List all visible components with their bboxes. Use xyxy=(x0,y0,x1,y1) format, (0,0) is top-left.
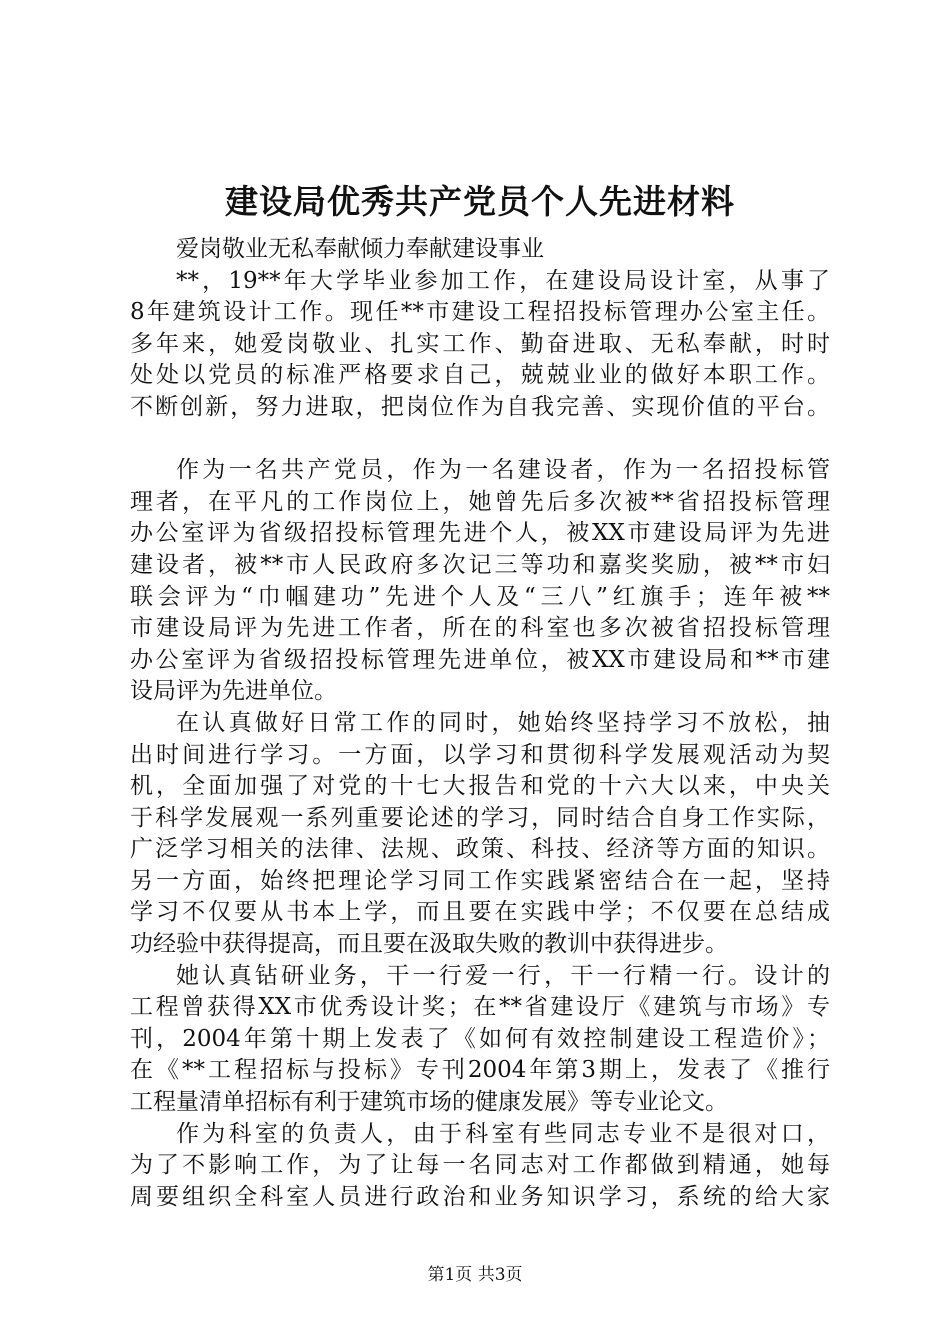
paragraph-line: 不断创新，努力进取，把岗位作为自我完善、实现价值的平台。 xyxy=(130,393,830,420)
paragraph-line: 作为一名共产党员，作为一名建设者，作为一名招投标管 xyxy=(176,457,830,484)
paragraph-line: 周要组织全科室人员进行政治和业务知识学习，系统的给大家 xyxy=(130,1183,830,1210)
paragraph-line: 学习不仅要从书本上学，而且要在实践中学；不仅要在总结成 xyxy=(130,899,830,926)
paragraph-line: 办公室评为省级招投标管理先进单位，被XX市建设局和**市建 xyxy=(130,646,830,673)
paragraph-3 xyxy=(130,708,830,961)
paragraph-line: 处处以党员的标准严格要求自己，兢兢业业的做好本职工作。 xyxy=(130,362,830,389)
document-title: 建设局优秀共产党员个人先进材料 xyxy=(225,182,735,221)
paragraph-line: 机，全面加强了对党的十七大报告和党的十六大以来，中央关 xyxy=(130,773,830,800)
paragraph-line: 8年建筑设计工作。现任**市建设工程招投标管理办公室主任。 xyxy=(130,299,830,326)
paragraph-1 xyxy=(130,266,830,424)
paragraph-line: 市建设局评为先进工作者，所在的科室也多次被省招投标管理 xyxy=(130,615,830,642)
paragraph-line: 设局评为先进单位。 xyxy=(130,678,337,705)
paragraph-line: 另一方面，始终把理论学习同工作实践紧密结合在一起，坚持 xyxy=(130,867,830,894)
paragraph-line: 为了不影响工作，为了让每一名同志对工作都做到精通，她每 xyxy=(130,1152,830,1179)
paragraph-line: 她认真钻研业务，干一行爱一行，干一行精一行。设计的 xyxy=(176,962,830,989)
paragraph-line: 工程曾获得XX市优秀设计奖；在**省建设厅《建筑与市场》专 xyxy=(130,994,830,1021)
paragraph-line: 于科学发展观一系列重要论述的学习，同时结合自身工作实际， xyxy=(130,804,830,831)
paragraph-line: 建设者，被**市人民政府多次记三等功和嘉奖奖励，被**市妇 xyxy=(130,551,830,578)
paragraph-line: 多年来，她爱岗敬业、扎实工作、勤奋进取、无私奉献，时时 xyxy=(130,330,830,357)
paragraph-spacer xyxy=(130,424,830,456)
paragraph-line: 联会评为“巾帼建功”先进个人及“三八”红旗手；连年被** xyxy=(130,583,830,610)
document-page xyxy=(130,180,830,1213)
paragraph-line: 功经验中获得提高，而且要在汲取失败的教训中获得进步。 xyxy=(130,931,728,958)
paragraph-line: 工程量清单招标有利于建筑市场的健康发展》等专业论文。 xyxy=(130,1089,728,1116)
paragraph-line: **，19**年大学毕业参加工作，在建设局设计室，从事了 xyxy=(176,267,830,294)
paragraph-line: 作为科室的负责人，由于科室有些同志专业不是很对口， xyxy=(176,1120,830,1147)
paragraph-line: 刊，2004年第十期上发表了《如何有效控制建设工程造价》； xyxy=(130,1025,830,1052)
paragraph-line: 广泛学习相关的法律、法规、政策、科技、经济等方面的知识。 xyxy=(130,836,830,863)
page-footer: 第1页 共3页 xyxy=(427,1265,523,1285)
paragraph-line: 办公室评为省级招投标管理先进个人，被XX市建设局评为先进 xyxy=(130,520,830,547)
paragraph-2 xyxy=(130,455,830,708)
paragraph-4 xyxy=(130,961,830,1119)
document-subtitle: 爱岗敬业无私奉献倾力奉献建设事业 xyxy=(176,236,544,262)
paragraph-line: 在认真做好日常工作的同时，她始终坚持学习不放松，抽 xyxy=(176,709,830,736)
paragraph-line: 在《**工程招标与投标》专刊2004年第3期上，发表了《推行 xyxy=(130,1057,830,1084)
paragraph-line: 理者，在平凡的工作岗位上，她曾先后多次被**省招投标管理 xyxy=(130,488,830,515)
paragraph-5 xyxy=(130,1119,830,1214)
paragraph-line: 出时间进行学习。一方面，以学习和贯彻科学发展观活动为契 xyxy=(130,741,830,768)
